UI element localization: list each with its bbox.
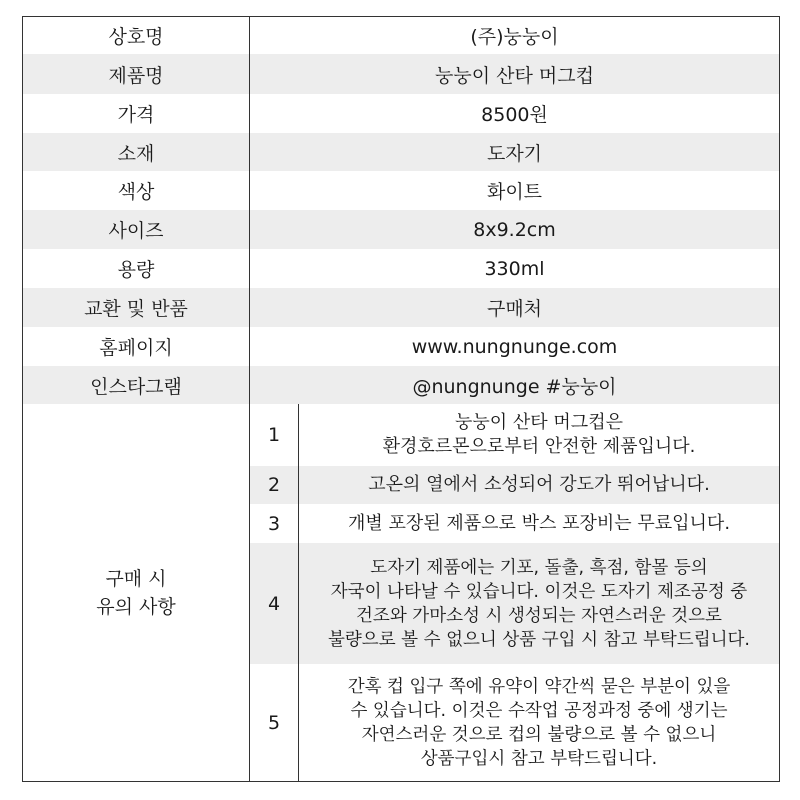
table-bottom-border <box>23 781 779 782</box>
caution-label-line2: 유의 사항 <box>96 596 176 618</box>
value-exchange-return: 구매처 <box>486 298 543 320</box>
label-product-name: 제품명 <box>23 54 250 94</box>
value-capacity: 330ml <box>484 257 545 280</box>
label-color: 색상 <box>23 171 250 210</box>
caution-line: 건조와 가마소성 시 생성되는 자연스러운 것으로 <box>356 605 722 626</box>
label-price: 가격 <box>23 94 250 133</box>
caution-item-text <box>299 466 779 504</box>
row-company-name <box>23 16 779 54</box>
label-company-name: 상호명 <box>23 16 250 54</box>
value-material: 도자기 <box>486 142 543 165</box>
caution-item-1 <box>250 404 779 466</box>
row-exchange-return <box>23 288 779 327</box>
caution-line: 개별 포장된 제품으로 박스 포장비는 무료입니다. <box>347 512 731 534</box>
caution-item-number: 3 <box>250 504 299 543</box>
label-exchange-return: 교환 및 반품 <box>23 288 250 327</box>
caution-line: 눙눙이 산타 머그컵은 <box>455 412 623 433</box>
caution-item-text <box>299 404 779 466</box>
row-capacity <box>23 249 779 288</box>
label-homepage: 홈페이지 <box>23 327 250 366</box>
label-size: 사이즈 <box>23 210 250 249</box>
label-material: 소재 <box>23 133 250 171</box>
caution-line: 상품구입시 참고 부탁드립니다. <box>420 749 658 769</box>
caution-line: 간혹 컵 입구 쪽에 유약이 약간씩 묻은 부분이 있을 <box>347 677 731 697</box>
row-homepage <box>23 327 779 366</box>
value-price: 8500원 <box>481 104 548 126</box>
caution-label <box>23 404 250 782</box>
caution-line: 수 있습니다. 이것은 수작업 공정과정 중에 생기는 <box>350 701 728 721</box>
row-instagram <box>23 366 779 404</box>
caution-item-number: 1 <box>250 404 299 466</box>
value-size: 8x9.2cm <box>473 218 556 241</box>
caution-item-4 <box>250 543 779 664</box>
row-price <box>23 94 779 133</box>
value-color: 화이트 <box>486 181 543 203</box>
caution-item-5 <box>250 664 779 782</box>
caution-item-text <box>299 543 779 664</box>
caution-line: 자국이 나타날 수 있습니다. 이것은 도자기 제조공정 중 <box>330 581 748 602</box>
caution-item-number: 2 <box>250 466 299 504</box>
row-size <box>23 210 779 249</box>
value-instagram: @nungnunge #눙눙이 <box>412 375 617 398</box>
caution-item-text <box>299 664 779 782</box>
caution-label-line1: 구매 시 <box>105 568 167 590</box>
row-product-name <box>23 54 779 94</box>
product-info-table <box>22 16 780 782</box>
caution-item-number: 4 <box>250 543 299 664</box>
value-company-name: (주)눙눙이 <box>470 25 559 48</box>
value-homepage: www.nungnunge.com <box>411 335 618 358</box>
label-capacity: 용량 <box>23 249 250 288</box>
caution-line: 고온의 열에서 소성되어 강도가 뛰어납니다. <box>368 474 710 495</box>
caution-line: 자연스러운 것으로 컵의 불량으로 볼 수 없으니 <box>361 725 717 745</box>
caution-item-3 <box>250 504 779 543</box>
row-material <box>23 133 779 171</box>
caution-line: 환경호르몬으로부터 안전한 제품입니다. <box>382 436 696 457</box>
caution-item-2 <box>250 466 779 504</box>
row-color <box>23 171 779 210</box>
caution-line: 불량으로 볼 수 없으니 상품 구입 시 참고 부탁드립니다. <box>328 629 750 650</box>
caution-line: 도자기 제품에는 기포, 돌출, 흑점, 함몰 등의 <box>370 557 708 578</box>
caution-item-number: 5 <box>250 664 299 782</box>
value-product-name: 눙눙이 산타 머그컵 <box>435 64 594 87</box>
caution-item-text <box>299 504 779 543</box>
label-instagram: 인스타그램 <box>23 366 250 404</box>
